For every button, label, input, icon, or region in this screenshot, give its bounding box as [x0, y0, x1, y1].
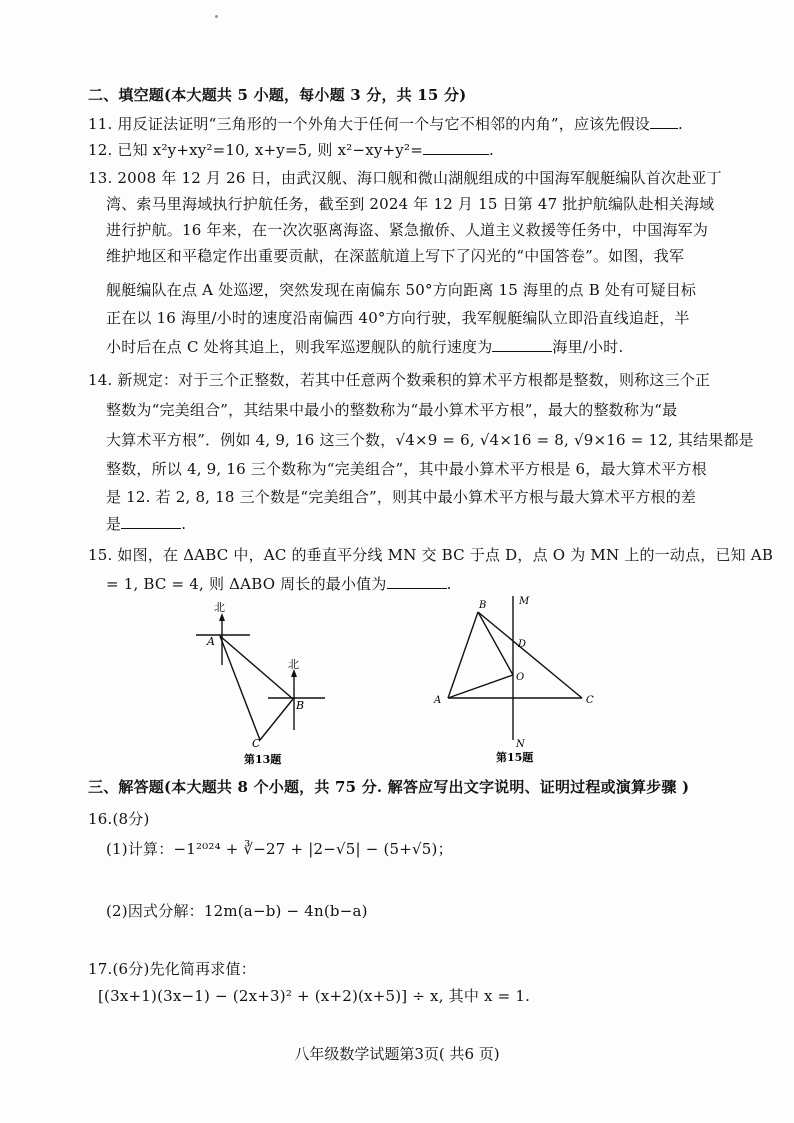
- q14-line: 大算术平方根”．例如 4, 9, 16 这三个数，√4×9 = 6, √4×16 = 8, √9×16 = 12, 其结果都是: [106, 431, 754, 449]
- q13-last-pre: 小时后在点 C 处将其追上，则我军巡逻舰队的航行速度为: [106, 338, 493, 356]
- q13-line: 舰艇编队在点 A 处巡逻，突然发现在南偏东 50°方向距离 15 海里的点 B 处有可疑目标: [106, 281, 697, 299]
- q11-answer-blank[interactable]: [650, 128, 678, 129]
- q14-line: 整数，所以 4, 9, 16 三个数称为“完美组合”，其中最小算术平方根是 6，最大算术平方根: [106, 460, 707, 478]
- point-b-label: B: [296, 699, 305, 712]
- point-d-label: D: [518, 639, 527, 650]
- q15-line2: [106, 575, 452, 593]
- point-m-label: M: [519, 596, 530, 607]
- q14-last-pre: 是: [106, 515, 122, 533]
- q15-line2-post: .: [446, 575, 452, 593]
- point-c-label: C: [252, 737, 261, 750]
- q13-line: 正在以 16 海里/小时的速度沿南偏西 40°方向行驶，我军舰艇编队立即沿直线追赶，半: [106, 309, 690, 327]
- q12-text: 12. 已知 x²y+xy²=10, x+y=5, 则 x²−xy+y²=: [88, 141, 423, 159]
- q16-part1: (1)计算：−1²⁰²⁴ + ∛−27 + |2−√5| − (5+√5)；: [106, 840, 453, 858]
- segment-ao: [448, 675, 513, 698]
- segment-bc: [478, 612, 582, 698]
- point-a-label: A: [434, 695, 442, 706]
- q12-answer-blank[interactable]: [423, 154, 489, 155]
- q13-last-post: 海里/小时.: [552, 338, 624, 356]
- q15-answer-blank[interactable]: [387, 588, 447, 589]
- q14-line: 是 12. 若 2, 8, 18 三个数是“完美组合”，则其中最小算术平方根与最大算术平方根的差: [106, 488, 697, 506]
- question-12: [88, 141, 494, 159]
- north-label-a: 北: [214, 601, 225, 614]
- point-o-label: O: [516, 672, 525, 683]
- q14-last-line: [106, 515, 186, 533]
- figure-15: [430, 590, 610, 770]
- q14-last-post: .: [181, 515, 187, 533]
- q12-end: .: [488, 141, 494, 159]
- q17-expression: [(3x+1)(3x−1) − (2x+3)² + (x+2)(x+5)] ÷ x, 其中 x = 1.: [98, 987, 531, 1005]
- point-c-label: C: [586, 695, 594, 706]
- q13-line: 湾、索马里海域执行护航任务，截至到 2024 年 12 月 15 日第 47 批护航编队赴相关海域: [106, 195, 715, 213]
- point-a-label: A: [207, 635, 215, 648]
- point-n-label: N: [516, 739, 525, 750]
- segment-ab: [448, 612, 478, 698]
- q14-answer-blank[interactable]: [121, 528, 181, 529]
- q14-line: 14. 新规定：对于三个正整数，若其中任意两个数乘积的算术平方根都是整数，则称这三个正: [88, 371, 711, 389]
- q13-answer-blank[interactable]: [492, 351, 552, 352]
- point-b-label: B: [479, 600, 487, 611]
- q11-end: .: [677, 115, 683, 133]
- q13-line: 13. 2008 年 12 月 26 日，由武汉舰、海口舰和微山湖舰组成的中国海军舰艇编队首次赴亚丁: [88, 169, 722, 187]
- segment-bc: [260, 699, 293, 740]
- segment-ab: [220, 636, 293, 699]
- north-arrow-a-icon: [219, 613, 225, 621]
- figure-13-caption: 第13题: [244, 753, 282, 766]
- question-11: [88, 115, 683, 133]
- section2-header: 二、填空题(本大题共 5 小题，每小题 3 分，共 15 分): [88, 86, 467, 104]
- north-label-b: 北: [288, 658, 299, 671]
- figure-13: [180, 595, 340, 770]
- q15-line2-pre: = 1, BC = 4, 则 ΔABO 周长的最小值为: [106, 575, 387, 593]
- page-footer: 八年级数学试题第3页( 共6 页): [294, 1045, 500, 1063]
- q16-part2: (2)因式分解：12m(a−b) − 4n(b−a): [106, 902, 368, 920]
- q15-line1: 15. 如图，在 ΔABC 中，AC 的垂直平分线 MN 交 BC 于点 D，点 O 为 MN 上的一动点，已知 AB: [88, 546, 774, 564]
- scan-speck: [215, 15, 218, 18]
- section3-header: 三、解答题(本大题共 8 个小题，共 75 分. 解答应写出文字说明、证明过程或演算步骤 ): [88, 778, 690, 796]
- q14-line: 整数为“完美组合”，其结果中最小的整数称为“最小算术平方根”，最大的整数称为“最: [106, 401, 678, 419]
- q17-head: 17.(6分)先化简再求值：: [88, 960, 256, 978]
- segment-bo: [478, 612, 513, 675]
- q13-line: 维护地区和平稳定作出重要贡献，在深蓝航道上写下了闪光的“中国答卷”。如图，我军: [106, 247, 685, 265]
- q13-last-line: [106, 338, 623, 356]
- q11-text: 11. 用反证法证明“三角形的一个外角大于任何一个与它不相邻的内角”，应该先假设: [88, 115, 650, 133]
- q16-head: 16.(8分): [88, 810, 150, 828]
- q13-line: 进行护航。16 年来，在一次次驱离海盗、紧急撤侨、人道主义救援等任务中，中国海军为: [106, 221, 709, 239]
- figure-15-caption: 第15题: [496, 751, 534, 764]
- segment-ac: [220, 636, 260, 740]
